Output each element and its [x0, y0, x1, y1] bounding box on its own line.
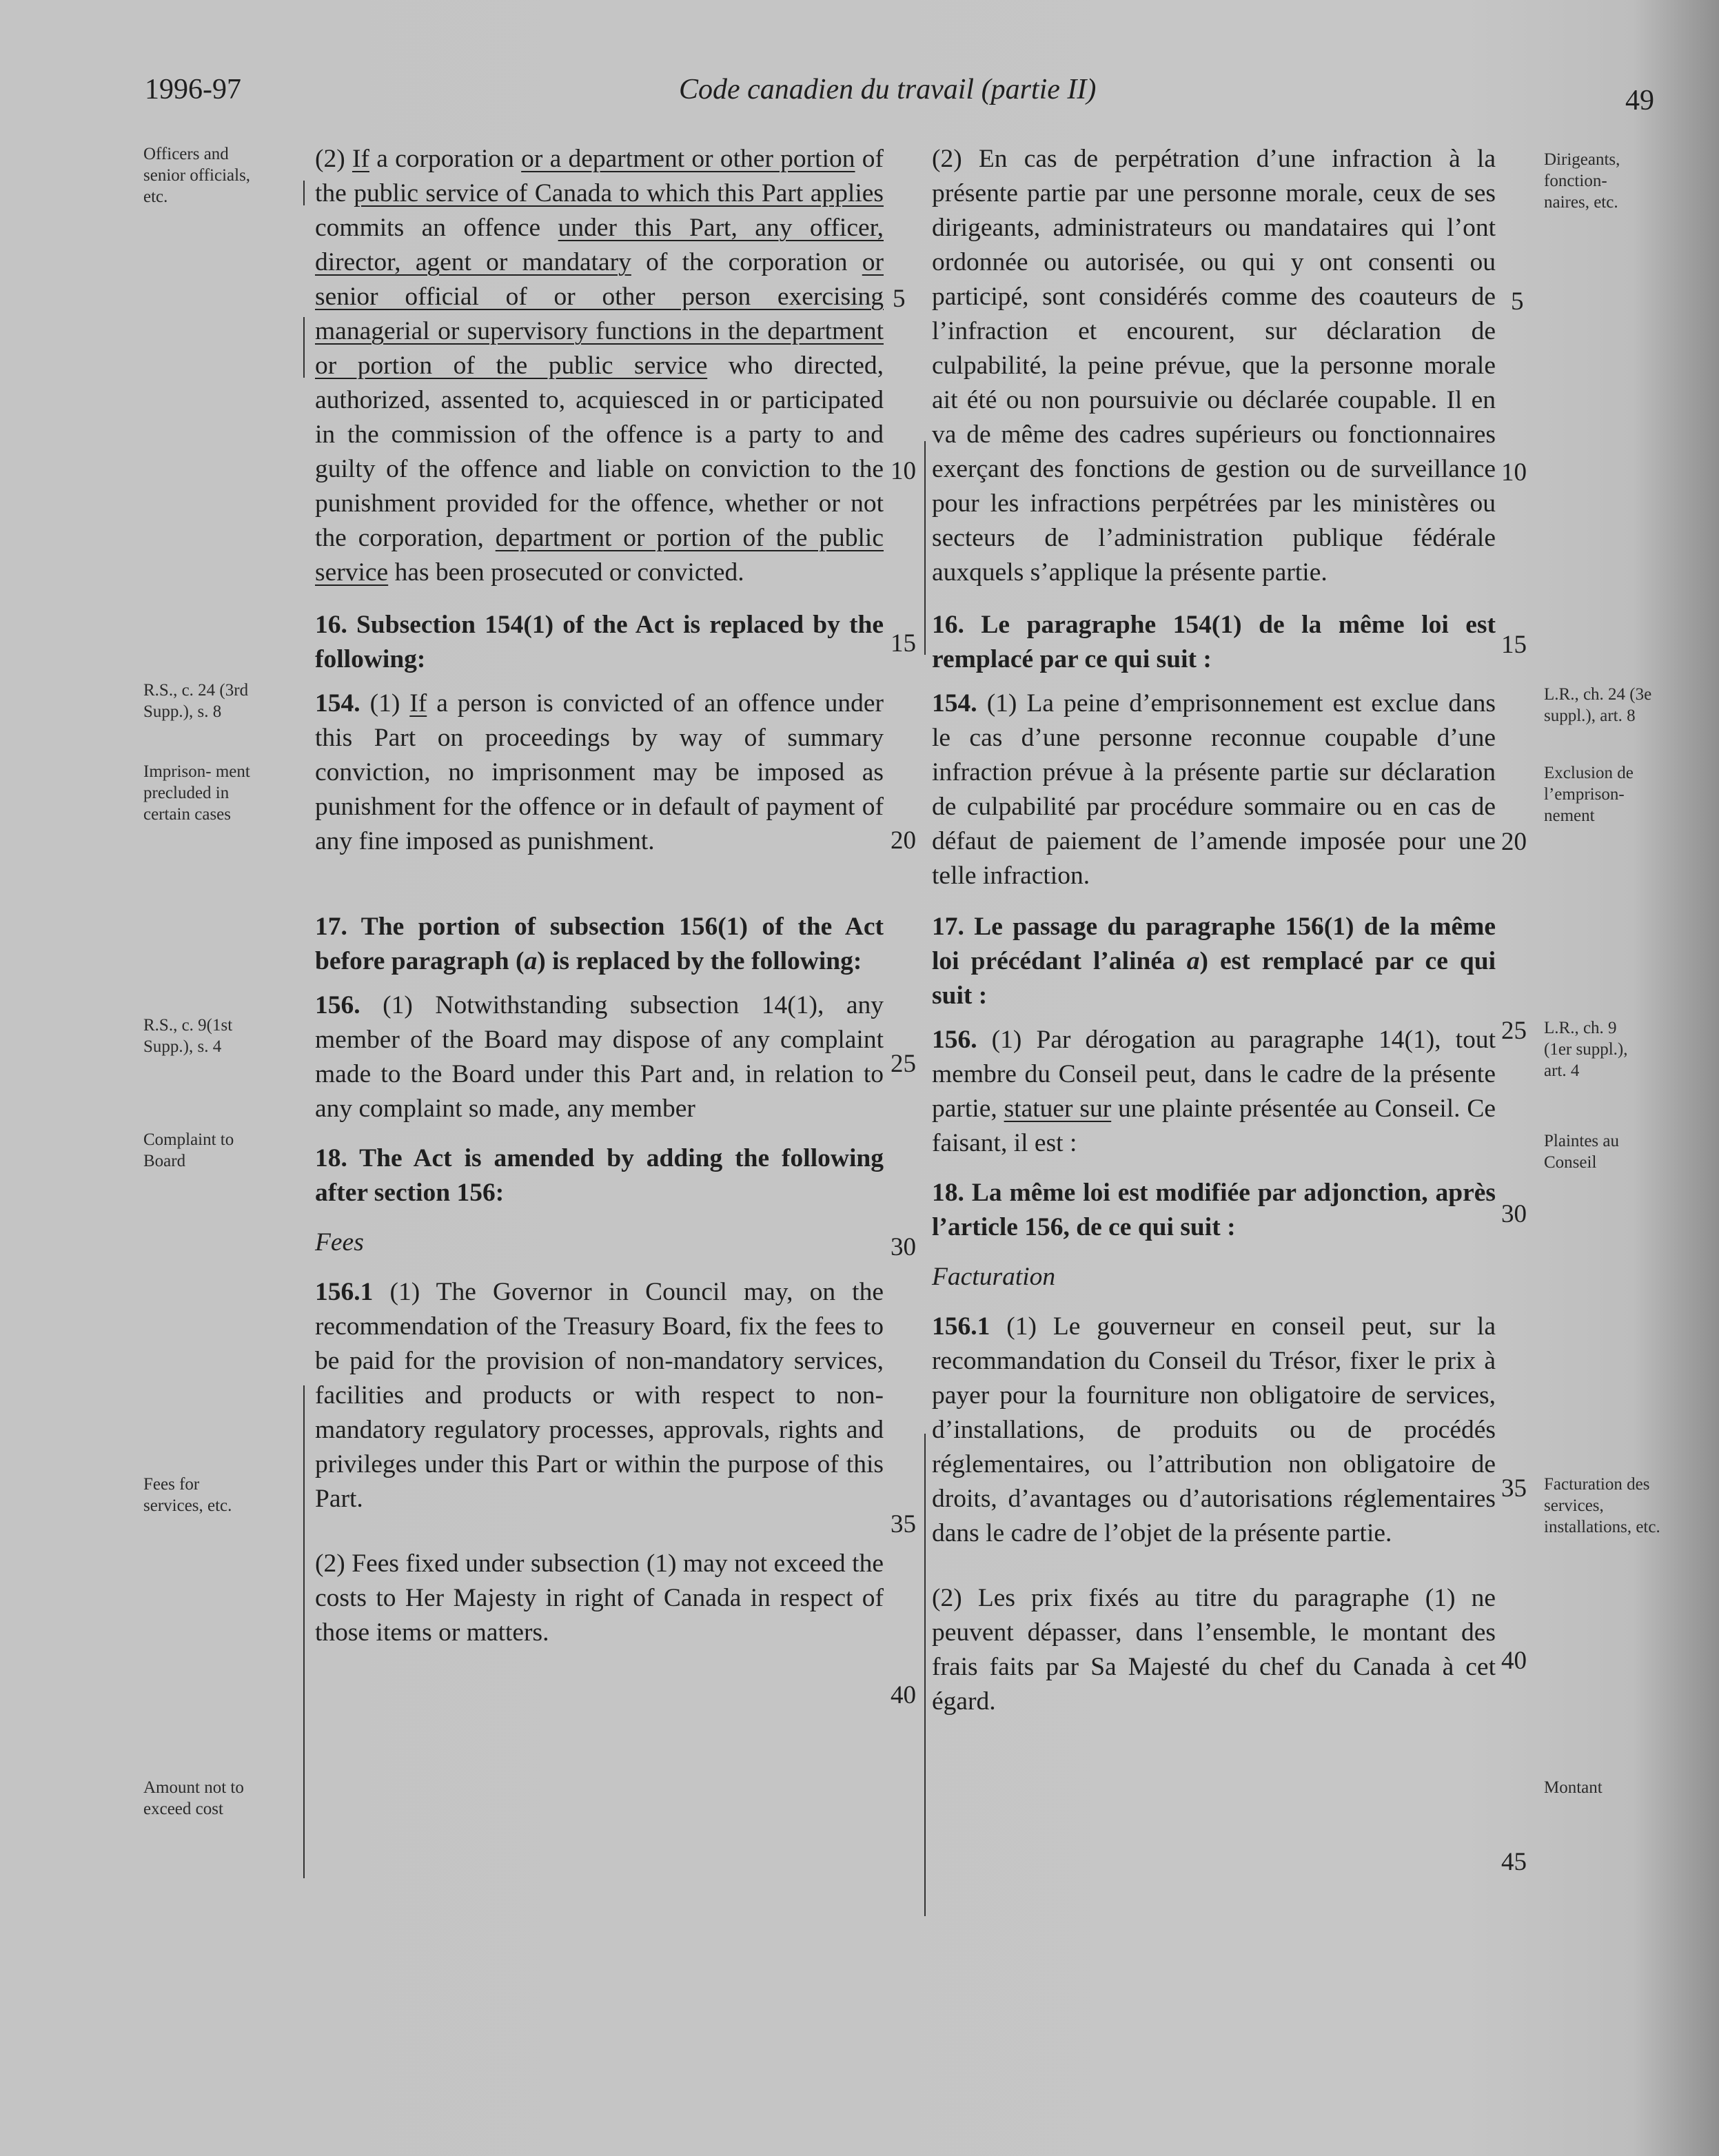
margin-note-plaintes: Plaintes au Conseil — [1544, 1132, 1620, 1172]
margin-note-complaint: Complaint to Board — [143, 1130, 234, 1170]
fr-section-16-heading: 16. Le paragraphe 154(1) de la même loi est remplacé par ce qui suit : — [932, 611, 1496, 673]
column-separator — [924, 1434, 926, 1916]
change-bar — [303, 181, 305, 205]
line-number: 5 — [1511, 287, 1524, 316]
en-fees-heading: Fees — [315, 1228, 364, 1257]
en-section-16-heading: 16. Subsection 154(1) of the Act is replaced by the following: — [315, 611, 884, 673]
fr-section-154: 154. (1) La peine d’emprisonnement est exclue dans le cas d’une personne reconnue coupable d’une infraction prévue à la présente partie sur déclaration de culpabilité par procédure sommaire ou en cas de défaut de paiement de l’amende imposée pour une telle infraction. — [932, 689, 1496, 890]
line-number: 15 — [1501, 631, 1527, 659]
margin-note-lr-ch24: L.R., ch. 24 (3e suppl.), art. 8 — [1544, 685, 1652, 725]
line-number: 20 — [891, 826, 916, 855]
line-number: 30 — [891, 1233, 916, 1261]
page-number: 49 — [1625, 85, 1654, 116]
fr-section-17-heading: 17. Le passage du paragraphe 156(1) de la même loi précédant l’alinéa a) est remplacé par ce qui suit : — [932, 913, 1496, 1010]
margin-note-fees: Fees for services, etc. — [143, 1475, 232, 1515]
margin-note-facturation: Facturation des services, installations, etc. — [1544, 1475, 1660, 1536]
line-number: 20 — [1501, 828, 1527, 856]
fr-section-156-1: 156.1 (1) Le gouverneur en conseil peut, sur la recommandation du Conseil du Trésor, fixer le prix à payer pour la fourniture non obligatoire de services, d’installations, de produits ou de procédés réglementaires, ou l’attribution non obligatoire de droits, d’avantages ou d’autorisations réglementaires dans le cadre de l’objet de la présente partie. — [932, 1312, 1496, 1547]
margin-note-exclusion: Exclusion de l’emprison- nement — [1544, 764, 1634, 825]
margin-note-lr-ch9: L.R., ch. 9 (1er suppl.), art. 4 — [1544, 1019, 1628, 1080]
fr-section-156-1-2: (2) Les prix fixés au titre du paragraphe (1) ne peuvent dépasser, dans l’ensemble, le montant des frais faits par Sa Majesté du chef du Canada à cet égard. — [932, 1584, 1496, 1716]
fr-section-156: 156. (1) Par dérogation au paragraphe 14(1), tout membre du Conseil peut, dans le cadre de la présente partie, statuer sur une plainte présentée au Conseil. Ce faisant, il est : — [932, 1026, 1496, 1157]
en-section-154: 154. (1) If a person is convicted of an offence under this Part on proceedings by way of summary conviction, no imprisonment may be imposed as punishment for the offence or in default of payment of any fine imposed as punishment. — [315, 689, 884, 855]
en-section-18-heading: 18. The Act is amended by adding the following after section 156: — [315, 1144, 884, 1207]
line-number: 25 — [891, 1050, 916, 1078]
margin-note-dirigeants: Dirigeants, fonction- naires, etc. — [1544, 150, 1620, 212]
line-number: 5 — [893, 285, 906, 313]
english-column — [315, 142, 884, 1650]
line-number: 10 — [891, 457, 916, 485]
margin-note-rs-c24: R.S., c. 24 (3rd Supp.), s. 8 — [143, 681, 249, 721]
en-section-156-1-2: (2) Fees fixed under subsection (1) may not exceed the costs to Her Majesty in right of Canada in respect of those items or matters. — [315, 1549, 884, 1647]
en-section-156-1: 156.1 (1) The Governor in Council may, on the recommendation of the Treasury Board, fix the fees to be paid for the provision of non-mandatory services, facilities and products or with respect to non-mandatory regulatory processes, approvals, rights and privileges under this Part or within the purpose of this Part. — [315, 1278, 884, 1513]
line-number: 30 — [1501, 1200, 1527, 1228]
fr-fees-heading: Facturation — [932, 1263, 1056, 1291]
line-number: 45 — [1501, 1848, 1527, 1876]
fr-subsection-2: (2) En cas de perpétration d’une infraction à la présente partie par une personne morale, ceux de ses dirigeants, administrateurs ou mandataires qui l’ont ordonnée ou autorisée, ou qui y ont consenti ou participé, sont considérés comme des coauteurs de l’infraction et encourent, sur déclaration de culpabilité, la peine prévue, que la personne morale ait été ou non poursuivie ou déclarée coupable. Il en va de même des cadres supérieurs ou fonctionnaires exerçant des fonctions de gestion ou de surveillance pour les infractions perpétrées par les ministères ou secteurs de l’administration publique fédérale auxquels s’applique la présente partie. — [932, 145, 1496, 587]
en-section-17-heading: 17. The portion of subsection 156(1) of the Act before paragraph (a) is replaced by the following: — [315, 913, 884, 975]
header-year: 1996-97 — [145, 74, 241, 105]
margin-note-rs-c9: R.S., c. 9(1st Supp.), s. 4 — [143, 1016, 233, 1056]
en-section-156: 156. (1) Notwithstanding subsection 14(1), any member of the Board may dispose of any complaint made to the Board under this Part and, in relation to any complaint so made, any member — [315, 991, 884, 1123]
line-number: 10 — [1501, 458, 1527, 487]
column-separator — [924, 441, 926, 655]
margin-note-officers: Officers and senior officials, etc. — [143, 145, 251, 206]
line-number: 15 — [891, 629, 916, 658]
margin-note-amount: Amount not to exceed cost — [143, 1778, 244, 1818]
header-title: Code canadien du travail (partie II) — [679, 74, 1097, 105]
fr-section-18-heading: 18. La même loi est modifiée par adjonction, après l’article 156, de ce qui suit : — [932, 1179, 1496, 1241]
line-number: 35 — [1501, 1474, 1527, 1503]
change-bar — [303, 1385, 305, 1878]
en-subsection-2: (2) If a corporation or a department or other portion of the public service of Canada to which this Part applies commits an offence under this Part, any officer, director, agent or mandatary of the corporation or senior official of or other person exercising managerial or supervisory functions in the department or portion of the public service who directed, authorized, assented to, acquiesced in or participated in the commission of the offence is a party to and guilty of the offence and liable on conviction to the punishment provided for the offence, whether or not the corporation, department or portion of the public service has been prosecuted or convicted. — [315, 145, 884, 587]
margin-note-montant: Montant — [1544, 1778, 1603, 1797]
margin-note-imprisonment: Imprison- ment precluded in certain cases — [143, 762, 250, 824]
change-bar — [303, 317, 305, 378]
line-number: 40 — [1501, 1647, 1527, 1675]
line-number: 35 — [891, 1510, 916, 1538]
french-column — [932, 142, 1496, 1719]
line-number: 40 — [891, 1681, 916, 1709]
line-number: 25 — [1501, 1017, 1527, 1045]
